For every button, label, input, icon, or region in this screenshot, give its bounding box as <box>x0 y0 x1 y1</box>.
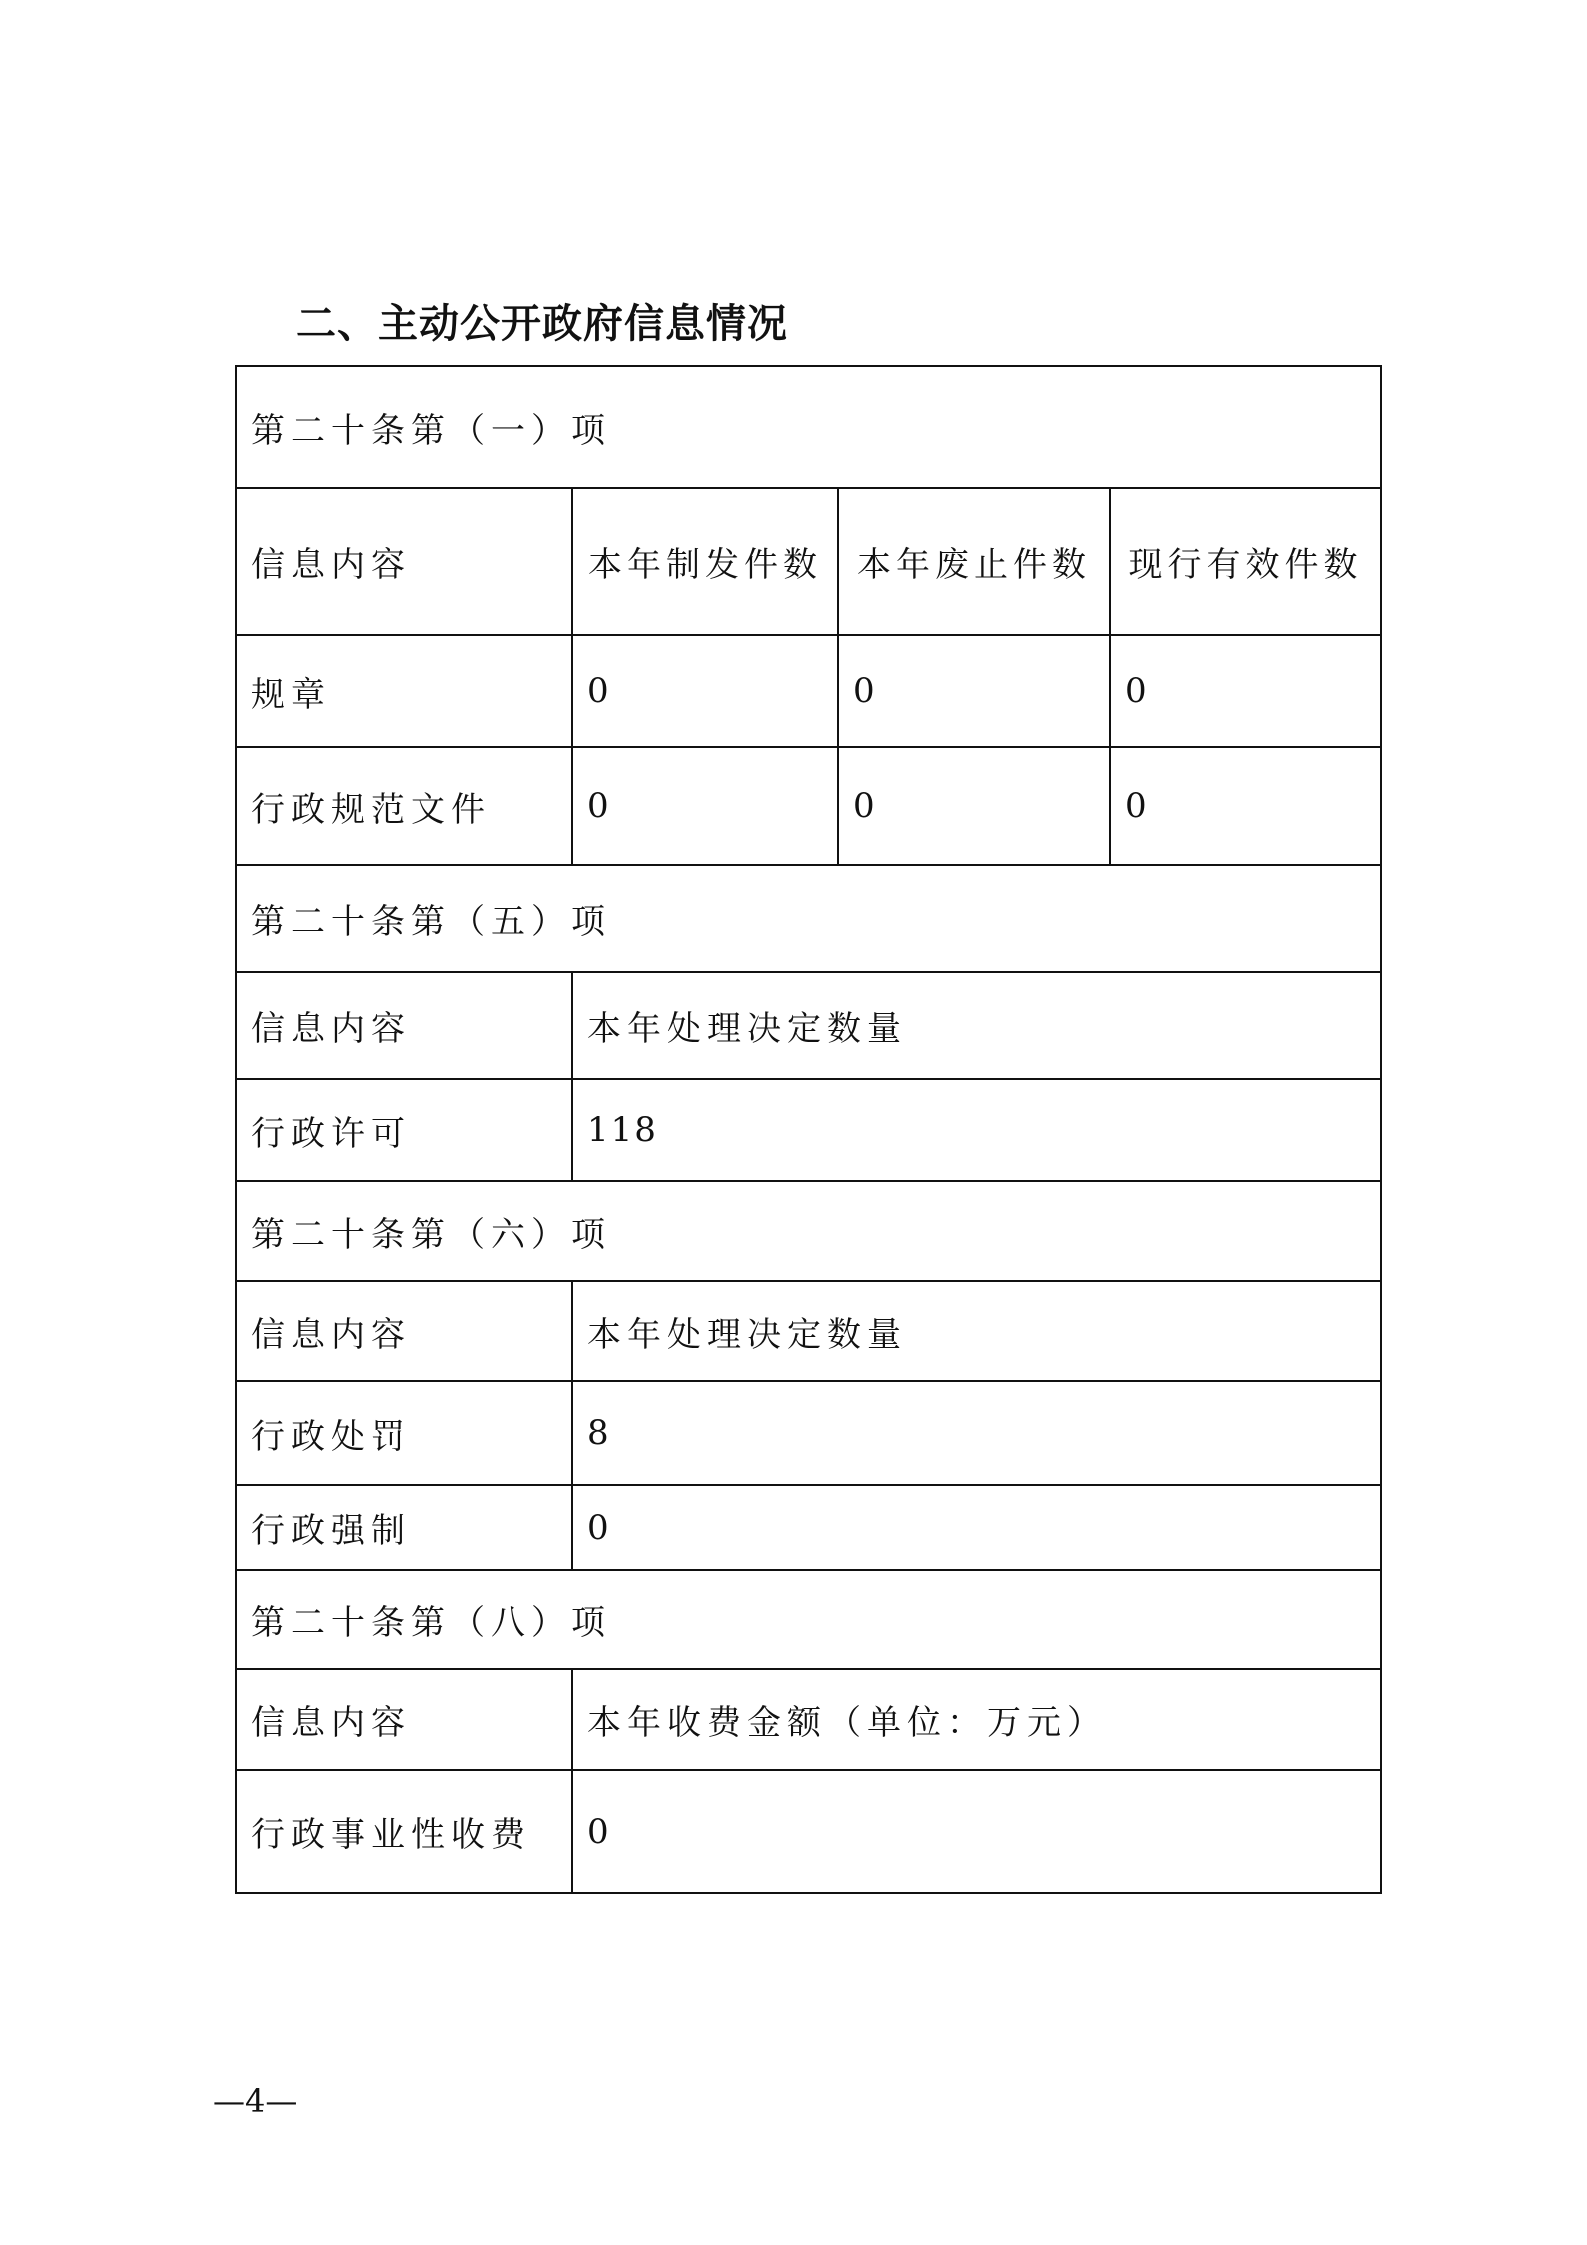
section-title-row <box>236 1570 1381 1669</box>
header-cell: 本年制发件数 <box>572 488 838 635</box>
header-cell: 信息内容 <box>236 1669 572 1770</box>
section-title-row <box>236 865 1381 972</box>
table-row <box>236 1079 1381 1181</box>
section-title: 第二十条第（五）项 <box>236 865 1381 972</box>
header-cell: 本年废止件数 <box>838 488 1110 635</box>
table-row <box>236 747 1381 865</box>
row-label: 行政许可 <box>236 1079 572 1181</box>
header-cell: 本年处理决定数量 <box>572 972 1381 1079</box>
row-value: 0 <box>838 747 1110 865</box>
table-header-row <box>236 972 1381 1079</box>
header-cell: 本年收费金额（单位：万元） <box>572 1669 1381 1770</box>
header-cell: 本年处理决定数量 <box>572 1281 1381 1381</box>
row-label: 行政事业性收费 <box>236 1770 572 1893</box>
section-title-row <box>236 1181 1381 1281</box>
page-heading: 二、主动公开政府信息情况 <box>296 301 788 347</box>
header-cell: 信息内容 <box>236 488 572 635</box>
table-row <box>236 635 1381 747</box>
row-label: 行政处罚 <box>236 1381 572 1485</box>
table-row <box>236 1381 1381 1485</box>
row-value: 0 <box>572 1770 1381 1893</box>
header-cell: 现行有效件数 <box>1110 488 1381 635</box>
row-value: 8 <box>572 1381 1381 1485</box>
section-title: 第二十条第（八）项 <box>236 1570 1381 1669</box>
row-value: 0 <box>572 635 838 747</box>
table-header-row <box>236 488 1381 635</box>
table-header-row <box>236 1669 1381 1770</box>
row-label: 行政规范文件 <box>236 747 572 865</box>
section-title-row <box>236 366 1381 488</box>
table-header-row <box>236 1281 1381 1381</box>
disclosure-table <box>235 365 1382 1894</box>
table-row <box>236 1485 1381 1570</box>
row-value: 0 <box>838 635 1110 747</box>
row-label: 规章 <box>236 635 572 747</box>
row-value: 0 <box>572 1485 1381 1570</box>
row-value: 0 <box>1110 635 1381 747</box>
section-title: 第二十条第（一）项 <box>236 366 1381 488</box>
header-cell: 信息内容 <box>236 972 572 1079</box>
table-row <box>236 1770 1381 1893</box>
row-value: 0 <box>572 747 838 865</box>
section-title: 第二十条第（六）项 <box>236 1181 1381 1281</box>
header-cell: 信息内容 <box>236 1281 572 1381</box>
row-value: 118 <box>572 1079 1381 1181</box>
page-number: —4— <box>213 2082 298 2120</box>
row-value: 0 <box>1110 747 1381 865</box>
row-label: 行政强制 <box>236 1485 572 1570</box>
